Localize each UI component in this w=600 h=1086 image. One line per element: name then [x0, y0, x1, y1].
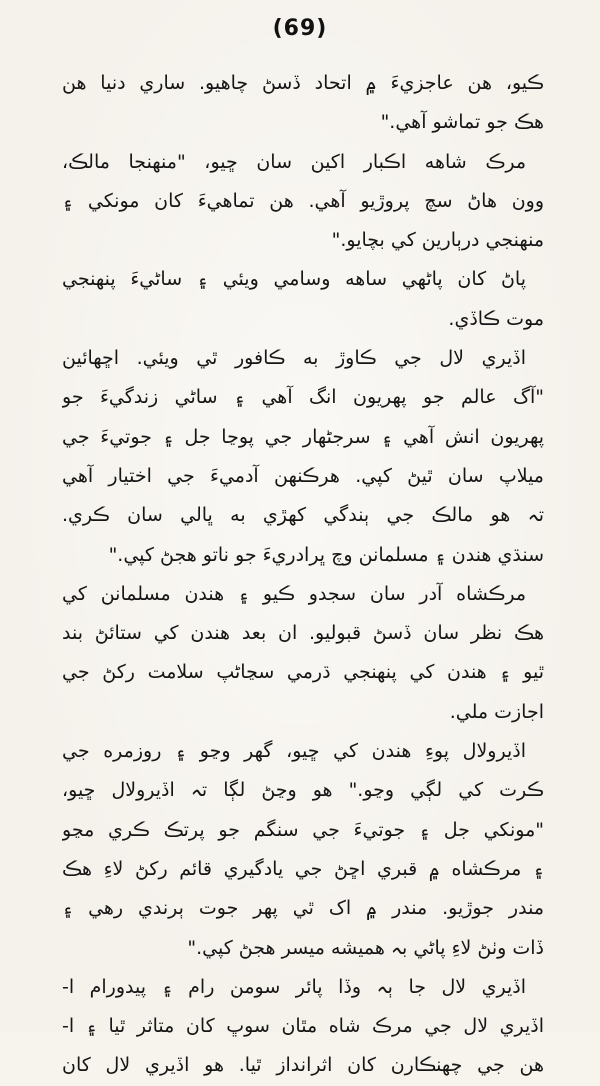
- text-line: مندر جوڙيو. مندر ۾ اک ٿي پهر جوت ٻرندي رهي ۽: [62, 897, 544, 920]
- text-line: پهريون انش آهي ۽ سرجڻهار جي پوڃا جل ۽ جوتيءَ جي: [62, 425, 544, 448]
- text-line: وون هاڻ سچ پروڙيو آهي. هن تماهيءَ کان مونکي ۽: [62, 189, 544, 212]
- text-line: پاڻ کان پاڻهي ساهه وسامي ويئي ۽ ساڻيءَ پنهنجي: [62, 268, 526, 291]
- text-line: اڏيري لال جا ٻہ وڏا پائر سومن رام ۽ پيدورام ا-: [62, 975, 526, 998]
- text-line: ٿيو ۽ هندن کي پنهنجي ڌرمي سڃاڻپ سلامت رکڻ جي: [62, 661, 544, 684]
- text-line: هن جي چهنڪارن کان اثرانداز ٿيا. هو اڏيري لال کان: [62, 1054, 544, 1077]
- text-line: "مونکي جل ۽ جوتيءَ جي سنگم جو پرتڪ ڪري مڃو: [62, 818, 544, 841]
- text-line: هڪ نظر سان ڏسڻ قبوليو. ان بعد هندن کي ستائڻ بند: [62, 622, 544, 645]
- text-line: سنڌي هندن ۽ مسلمانن وچ ڀرادريءَ جو ناتو هجڻ کپي.": [108, 543, 544, 566]
- text-line: ڪيو، هن عاجزيءَ ۾ اتحاد ڏسڻ چاهيو. ساري دنيا هن: [62, 72, 544, 94]
- text-line: اڏيري لال جي ڪاوڙ به ڪافور ٿي ويئي. اڇهائين: [62, 347, 526, 370]
- text-line: منهنجي درٻارين کي بچايو.": [331, 229, 544, 252]
- page-number: (69): [272, 16, 328, 41]
- text-line: هڪ جو تماشو آهي.": [380, 111, 544, 134]
- body-text: [62, 64, 544, 1086]
- text-line: اڏيرولال پوءِ هندن کي ڇيو، گهر وڃو ۽ روزمره جي: [62, 740, 526, 763]
- text-line: اجازت ملي.: [449, 700, 544, 723]
- text-line: مرڪ شاهه اڪبار اکين سان ڇيو، "منهنجا مالڪ،: [62, 150, 526, 173]
- text-line: موت ڪاڏي.: [448, 307, 544, 330]
- text-line: اڏيري لال جي مرڪ شاه مٿان سوڀ کان متاثر ٿيا ۽ ا-: [62, 1015, 544, 1038]
- text-line: ۽ مرڪشاه ۾ قبري اڇڻ جي يادگيري قائم رکڻ لاءِ هڪ: [62, 857, 544, 880]
- text-line: تہ هو مالڪ جي ٻندگي کهڙي به ڀالي سان ڪري.: [62, 504, 544, 527]
- text-line: ميلاپ سان ٿيڻ کپي. هرڪنهن آدميءَ جي اختيار آهي: [62, 464, 544, 487]
- text-line: "آگ عالم جو پهريون انگ آهي ۽ ساڻي زندگيءَ جو: [62, 386, 544, 409]
- text-line: ڪرت کي لڳي وڃو." هو وڃڻ لڳا تہ اڏيرولال ڇيو،: [62, 779, 544, 802]
- text-line: مرڪشاه آدر سان سجدو ڪيو ۽ هندن مسلمانن کي: [62, 582, 526, 605]
- text-line: ڏات وٺڻ لاءِ پاڻي بہ هميشه ميسر هجڻ کپي.": [187, 936, 544, 959]
